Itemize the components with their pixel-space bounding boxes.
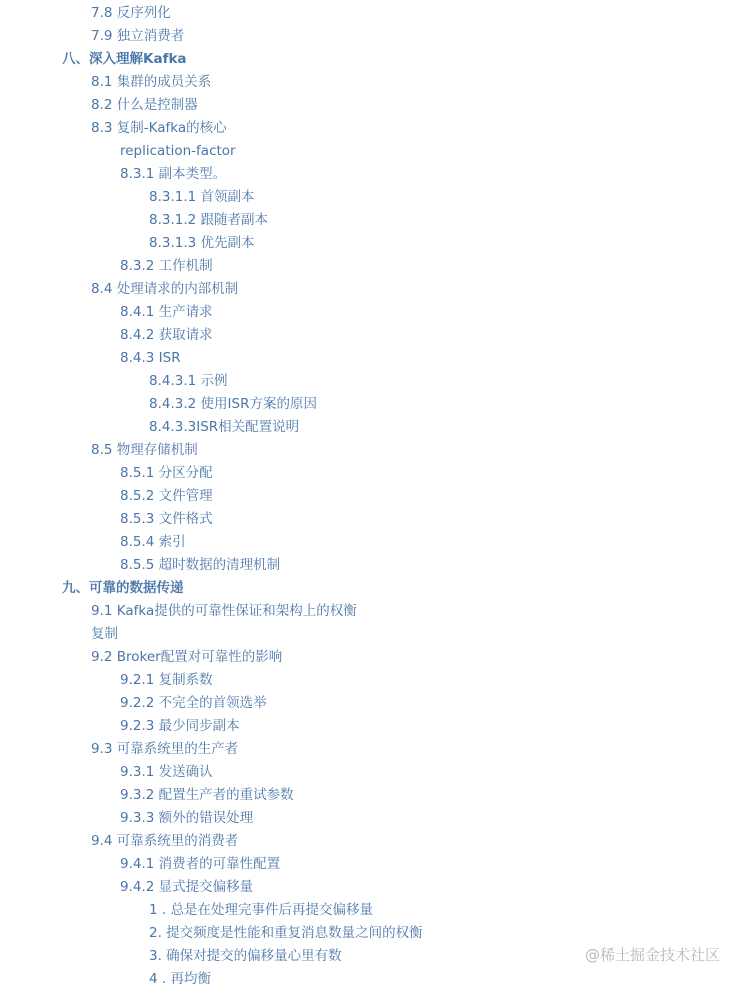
- toc-item[interactable]: 8.3.1 副本类型。: [120, 166, 227, 182]
- toc-item[interactable]: 8.4.3.2 使用ISR方案的原因: [149, 396, 317, 412]
- toc-item[interactable]: 9.4.2 显式提交偏移量: [120, 879, 254, 895]
- toc-item[interactable]: 九、可靠的数据传递: [62, 580, 184, 596]
- toc-item[interactable]: 8.1 集群的成员关系: [91, 74, 212, 90]
- toc-item[interactable]: 9.2.1 复制系数: [120, 672, 213, 688]
- toc-item[interactable]: 8.3.1.1 首领副本: [149, 189, 255, 205]
- toc-item[interactable]: 9.2.3 最少同步副本: [120, 718, 240, 734]
- toc-item[interactable]: 9.1 Kafka提供的可靠性保证和架构上的权衡: [91, 603, 357, 619]
- toc-item[interactable]: 8.3.2 工作机制: [120, 258, 213, 274]
- toc-item[interactable]: 8.4.3 ISR: [120, 350, 181, 366]
- toc-item[interactable]: 8.4.1 生产请求: [120, 304, 213, 320]
- table-of-contents: [0, 2, 744, 991]
- toc-item[interactable]: 3. 确保对提交的偏移量心里有数: [149, 948, 342, 964]
- toc-item[interactable]: 8.5.2 文件管理: [120, 488, 213, 504]
- toc-item[interactable]: 8.3.1.2 跟随者副本: [149, 212, 269, 228]
- toc-item[interactable]: replication-factor: [120, 143, 236, 159]
- toc-item[interactable]: 8.4 处理请求的内部机制: [91, 281, 239, 297]
- toc-item[interactable]: 8.4.3.1 示例: [149, 373, 228, 389]
- toc-item[interactable]: 7.9 独立消费者: [91, 28, 185, 44]
- toc-item[interactable]: 1 . 总是在处理完事件后再提交偏移量: [149, 902, 373, 918]
- toc-item[interactable]: 8.5.1 分区分配: [120, 465, 213, 481]
- toc-item[interactable]: 8.2 什么是控制器: [91, 97, 198, 113]
- toc-item[interactable]: 复制: [91, 626, 118, 642]
- toc-item[interactable]: 8.5.5 超时数据的清理机制: [120, 557, 281, 573]
- toc-item[interactable]: 八、深入理解Kafka: [62, 51, 187, 67]
- toc-item[interactable]: 8.3 复制-Kafka的核心: [91, 120, 227, 136]
- watermark: @稀土掘金技术社区: [584, 946, 720, 964]
- toc-item[interactable]: 9.4 可靠系统里的消费者: [91, 833, 239, 849]
- toc-item[interactable]: 2. 提交频度是性能和重复消息数量之间的权衡: [149, 925, 423, 941]
- toc-item[interactable]: 8.5.4 索引: [120, 534, 186, 550]
- toc-item[interactable]: 8.5.3 文件格式: [120, 511, 213, 527]
- toc-item[interactable]: 8.5 物理存储机制: [91, 442, 198, 458]
- toc-item[interactable]: 9.3.2 配置生产者的重试参数: [120, 787, 294, 803]
- toc-item[interactable]: 8.4.3.3ISR相关配置说明: [149, 419, 300, 435]
- toc-item[interactable]: 8.3.1.3 优先副本: [149, 235, 255, 251]
- toc-item[interactable]: 4 . 再均衡: [149, 971, 211, 987]
- toc-item[interactable]: 9.2.2 不完全的首领选举: [120, 695, 267, 711]
- toc-item[interactable]: 9.4.1 消费者的可靠性配置: [120, 856, 281, 872]
- toc-item[interactable]: 9.3 可靠系统里的生产者: [91, 741, 239, 757]
- toc-item[interactable]: 9.3.3 额外的错误处理: [120, 810, 254, 826]
- toc-item[interactable]: 8.4.2 获取请求: [120, 327, 213, 343]
- toc-item[interactable]: 7.8 反序列化: [91, 5, 171, 21]
- toc-item[interactable]: 9.2 Broker配置对可靠性的影响: [91, 649, 283, 665]
- toc-item[interactable]: 9.3.1 发送确认: [120, 764, 213, 780]
